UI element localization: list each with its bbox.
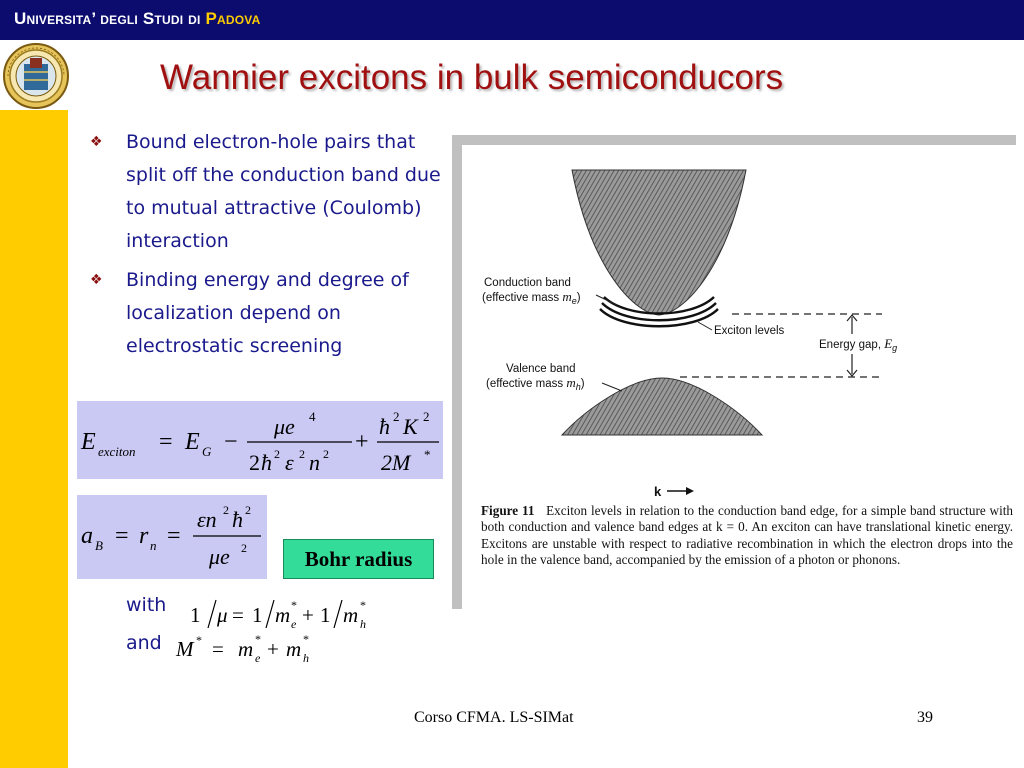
and-label: and [126,632,162,654]
frac1-den-epsilon: ε [285,450,294,475]
bullet-text: Binding energy and degree of localization depend on electrostatic screening [126,269,409,357]
bohr-radius-label: Bohr radius [283,539,434,579]
eq-plus: + [355,429,369,455]
cb-mass-symbol: m [562,289,572,304]
frac1-numerator: μe [274,414,295,439]
rm-one3: 1 [320,603,331,627]
eq-minus: − [224,429,238,455]
eq-eg-subscript: G [202,444,212,459]
bohr-num-epsilon-n: εn [197,507,217,532]
diamond-bullet-icon: ❖ [90,134,103,150]
header-bar [0,0,1024,40]
bullet-text: Bound electron-hole pairs that split off the conduction band due to mutual attractive (Coulomb) interaction [126,131,441,252]
slide-title: Wannier excitons in bulk semiconducors [160,58,784,97]
vb-label-text: (effective mass [486,378,567,390]
vb-label-line1: Valence band [506,363,576,375]
valence-band-shape [562,378,762,435]
eq-equals: = [159,429,173,455]
cb-label-text: (effective mass [482,292,563,304]
vb-leader-line [602,383,622,391]
tm-mh: m [286,637,302,661]
cb-close-paren: ) [576,292,581,304]
energy-gap-sub: g [892,343,898,353]
rm-mh-sub: h [360,617,366,631]
bohr-a: a [81,523,93,549]
frac2-num-k-exp: 2 [423,409,430,424]
frac2-num-hbar: ħ [379,414,390,439]
figure-caption-text: Exciton levels in relation to the conduction band edge, for a simple band structure with both conduction and valence band edges at k = 0. An exciton can have translational kinetic energy. Excitons are unstable with respect to radiative recombination in which the electron drops into the hole in the valence band, accompanied by the emission of a photon or phonons. [481,503,1014,567]
vb-label-line2 [486,375,585,392]
bohr-eq1: = [115,523,129,549]
frac1-den-hbar: ħ [261,450,272,475]
diamond-bullet-icon: ❖ [90,272,103,288]
energy-gap-symbol: E [884,336,893,351]
figure-caption [481,503,1013,568]
rm-mh: m [343,603,359,627]
university-name [14,9,260,29]
energy-gap-label [819,336,897,353]
side-color-strip [0,110,68,768]
bullet-item [90,126,450,258]
exciton-energy-equation [77,401,443,479]
exciton-levels-label: Exciton levels [714,325,785,337]
tm-eq: = [212,637,224,661]
bohr-num-n-exp: 2 [223,503,229,517]
frac1-den-hbar-exp: 2 [274,447,280,461]
eq-eg-symbol: E [185,429,200,455]
conduction-band-shape [572,170,746,315]
frac2-den: 2M [381,450,411,475]
frac1-den-n: n [309,450,320,475]
bullet-item [90,264,450,363]
tm-plus: + [267,637,279,661]
footer-course: Corso CFMA. LS-SIMat [414,709,574,726]
cb-label-line2 [482,289,581,306]
tm-mh-sub: h [303,651,309,665]
rm-mh-sup: * [360,598,366,612]
tm-M-sup: * [196,633,202,647]
rm-me-sup: * [291,598,297,612]
bullet-list [90,126,450,369]
cb-label-line1: Conduction band [484,277,571,289]
vb-close-paren: ) [580,378,585,390]
rm-slash2 [266,600,274,628]
frac1-den-n-exp: 2 [323,447,329,461]
figure-caption-label: Figure 11 [481,503,535,518]
bohr-eq2: = [167,523,181,549]
energy-gap-text: Energy gap, [819,339,885,351]
cb-mass-sub: e [571,296,577,306]
tm-me-sup: * [255,632,261,646]
university-seal-logo [2,42,70,110]
frac2-den-exp: * [424,447,431,462]
rm-mu: μ [217,603,228,627]
cb-leader-line [596,295,617,305]
vb-mass-symbol: m [566,375,576,390]
university-name-padova: Padova [205,9,261,28]
rm-slash1 [208,600,216,628]
university-name-part1: Universita’ degli Studi di [14,9,201,28]
bohr-radius-equation-box [77,495,267,579]
tm-me-sub: e [255,651,261,665]
reduced-mass-formula [186,596,386,634]
rm-eq: = [232,603,244,627]
frac2-num-k: K [403,414,418,439]
eq-lhs-subscript: exciton [98,444,136,459]
frac1-numerator-exp: 4 [309,409,316,424]
exciton-energy-equation-box [77,401,443,479]
k-arrow-head [686,487,694,495]
bohr-num-hbar: ħ [232,507,243,532]
bohr-den: μe [209,544,230,569]
bohr-a-sub: B [95,538,103,553]
tm-me: m [238,637,254,661]
vb-mass-sub: h [575,382,581,392]
total-mass-formula [172,630,342,668]
rm-plus: + [302,603,314,627]
rm-me: m [275,603,291,627]
bohr-r: r [139,523,149,549]
rm-one1: 1 [190,603,201,627]
tm-mh-sup: * [303,632,309,646]
rm-one2: 1 [252,603,263,627]
bohr-den-exp: 2 [241,541,247,555]
frac2-num-hbar-exp: 2 [393,409,400,424]
exciton-leader-line [698,322,712,330]
frac1-den-epsilon-exp: 2 [299,447,305,461]
tm-M: M [176,637,194,661]
rm-slash3 [334,600,342,628]
bohr-radius-equation [77,495,267,579]
bohr-r-sub: n [150,538,157,553]
bohr-num-hbar-exp: 2 [245,503,251,517]
frac1-den-2: 2 [249,450,260,475]
eq-lhs-symbol: E [81,429,96,455]
band-diagram [462,145,1024,505]
k-axis-label: k [654,484,662,499]
page-number: 39 [917,709,933,726]
with-label: with [126,594,167,616]
rm-me-sub: e [291,617,297,631]
